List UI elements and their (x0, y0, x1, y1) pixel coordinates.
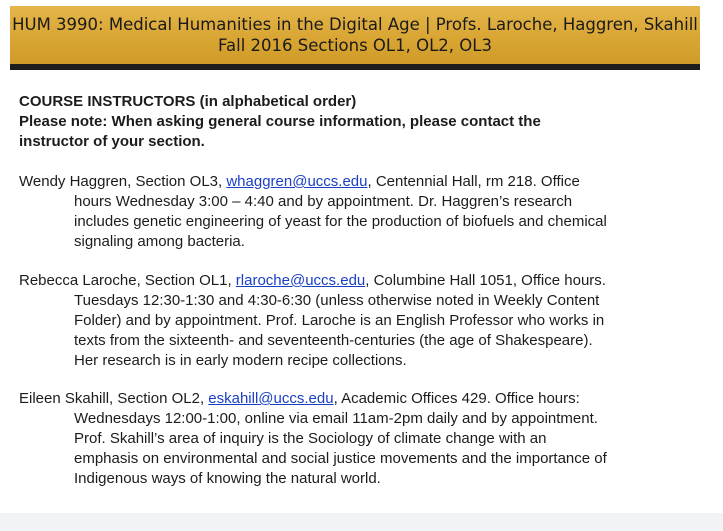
contact-note-line-1: Please note: When asking general course information, please contact the (19, 113, 541, 130)
instructor-detail-line: signaling among bacteria. (74, 233, 245, 250)
instructor-haggren (19, 172, 709, 252)
contact-note-line-2: instructor of your section. (19, 133, 205, 150)
instructor-detail-line: Indigenous ways of knowing the natural world. (74, 470, 381, 487)
instructors-intro (19, 92, 709, 152)
instructor-detail-line: Prof. Skahill’s area of inquiry is the Sociology of climate change with an (74, 430, 547, 447)
instructor-email-link[interactable]: eskahill@uccs.edu (208, 390, 334, 407)
instructor-name-section: Eileen Skahill, Section OL2, (19, 390, 209, 407)
instructor-detail-line: Her research is in early modern recipe collections. (74, 352, 407, 369)
bottom-edge-strip (0, 513, 723, 531)
instructor-detail-line: texts from the sixteenth- and seventeenth-centuries (the age of Shakespeare). (74, 332, 593, 349)
instructor-skahill (19, 389, 709, 489)
instructor-name-section: Rebecca Laroche, Section OL1, (19, 272, 236, 289)
instructor-email-link[interactable]: whaggren@uccs.edu (226, 173, 368, 190)
instructor-first-line (19, 271, 709, 291)
instructor-detail-line: Wednesdays 12:00-1:00, online via email 11am-2pm daily and by appointment. (74, 410, 598, 427)
instructor-detail-line: includes genetic engineering of yeast for the production of biofuels and chemical (74, 213, 607, 230)
instructor-first-line (19, 389, 709, 409)
course-title: HUM 3990: Medical Humanities in the Digital Age | Profs. Laroche, Haggren, Skahill (12, 15, 698, 34)
instructor-detail-line: Folder) and by appointment. Prof. Laroche is an English Professor who works in (74, 312, 605, 329)
instructor-name-section: Wendy Haggren, Section OL3, (19, 173, 227, 190)
instructor-detail-line: hours Wednesday 3:00 – 4:40 and by appointment. Dr. Haggren’s research (74, 193, 573, 210)
instructor-detail-line: Tuesdays 12:30-1:30 and 4:30-6:30 (unless otherwise noted in Weekly Content (74, 292, 600, 309)
instructor-detail-line: emphasis on environmental and social justice movements and the importance of (74, 450, 607, 467)
instructor-office: , Columbine Hall 1051, Office hours. (365, 272, 606, 289)
instructor-laroche (19, 271, 709, 371)
instructor-office: , Academic Offices 429. Office hours: (333, 390, 580, 407)
instructor-email-link[interactable]: rlaroche@uccs.edu (235, 272, 366, 289)
course-header-banner (10, 6, 700, 70)
instructor-first-line (19, 172, 709, 192)
instructor-office: , Centennial Hall, rm 218. Office (367, 173, 580, 190)
course-term-sections: Fall 2016 Sections OL1, OL2, OL3 (218, 36, 492, 55)
instructors-heading: COURSE INSTRUCTORS (in alphabetical order) (19, 93, 357, 110)
